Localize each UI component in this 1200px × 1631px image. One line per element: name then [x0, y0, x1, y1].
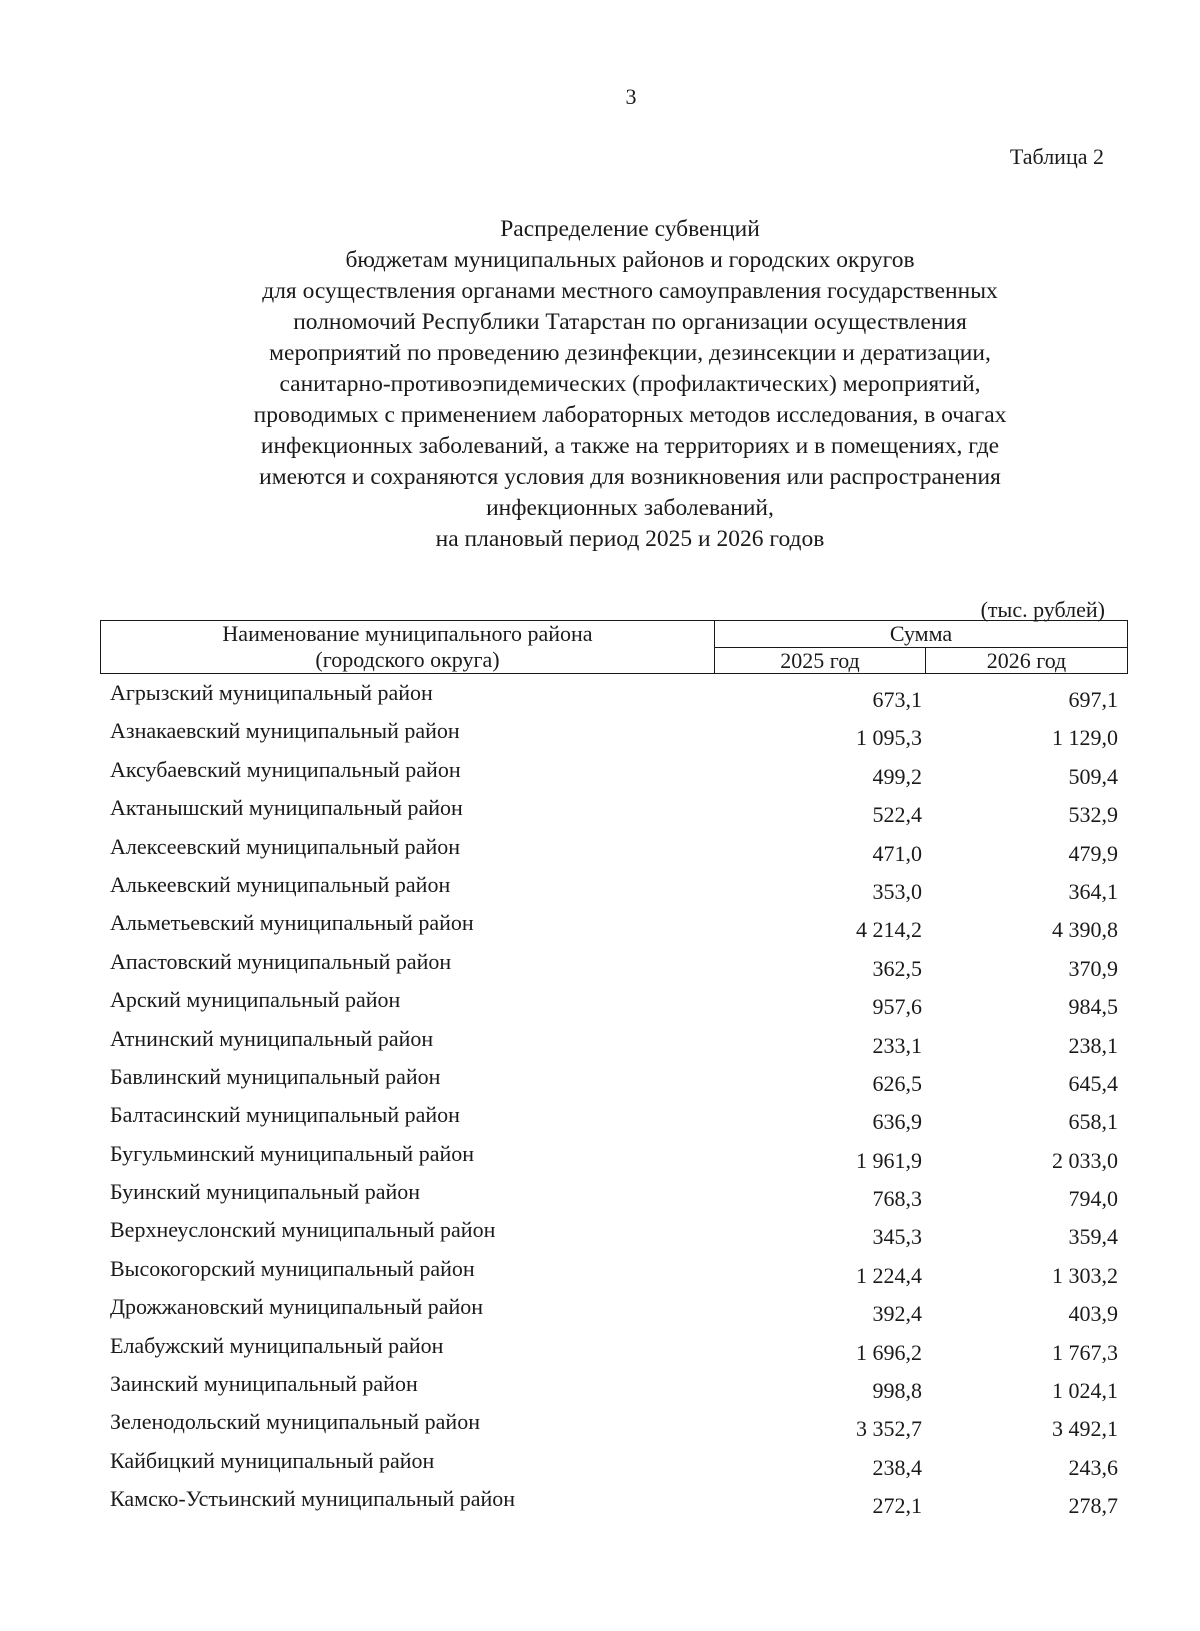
- district-name: Бавлинский муниципальный район: [110, 1063, 441, 1089]
- document-title: [130, 214, 1130, 555]
- amount-2026: 370,9: [1068, 955, 1118, 981]
- amount-2026: 243,6: [1068, 1454, 1118, 1480]
- title-line: полномочий Республики Татарстан по организации осуществления: [293, 309, 967, 335]
- district-name: Актанышский муниципальный район: [110, 795, 463, 821]
- table-row: [100, 1026, 1128, 1064]
- title-line: инфекционных заболеваний, а также на территориях и в помещениях, где: [260, 433, 1000, 459]
- title-line: Распределение субвенций: [500, 216, 760, 242]
- header-name-line: Наименование муниципального района: [222, 621, 593, 646]
- table-label: Таблица 2: [1009, 144, 1104, 169]
- amount-2025: 636,9: [872, 1109, 922, 1135]
- amount-2025: 1 224,4: [856, 1262, 922, 1288]
- table-row: [100, 718, 1128, 756]
- table-row: [100, 1217, 1128, 1255]
- amount-2026: 2 033,0: [1052, 1147, 1118, 1173]
- table-row: [100, 1333, 1128, 1371]
- table-row: [100, 1409, 1128, 1447]
- district-name: Альметьевский муниципальный район: [110, 910, 474, 936]
- title-line: имеются и сохраняются условия для возникновения или распространения: [259, 464, 1001, 490]
- header-name-cell: [101, 621, 715, 673]
- amount-2026: 403,9: [1068, 1301, 1118, 1327]
- amount-2026: 697,1: [1068, 687, 1118, 712]
- table-row: [100, 1064, 1128, 1102]
- district-name: Зеленодольский муниципальный район: [110, 1409, 480, 1435]
- district-name: Апастовский муниципальный район: [110, 948, 452, 974]
- header-year-2025: 2025 год: [715, 648, 926, 674]
- table-row: [100, 1141, 1128, 1179]
- amount-2025: 998,8: [872, 1378, 922, 1404]
- title-line: бюджетам муниципальных районов и городских округов: [345, 247, 915, 273]
- amount-2025: 362,5: [872, 955, 922, 981]
- amount-2026: 1 767,3: [1052, 1339, 1118, 1365]
- header-name-line: (городского округа): [315, 647, 500, 672]
- table-row: [100, 1294, 1128, 1332]
- district-name: Заинский муниципальный район: [110, 1371, 418, 1397]
- amount-2026: 364,1: [1068, 878, 1118, 904]
- district-name: Елабужский муниципальный район: [110, 1332, 444, 1358]
- amount-2025: 238,4: [872, 1454, 922, 1480]
- unit-label: (тыс. рублей): [980, 597, 1105, 622]
- amount-2026: 984,5: [1068, 994, 1118, 1020]
- district-name: Аксубаевский муниципальный район: [110, 756, 461, 782]
- table-row: [100, 949, 1128, 987]
- title-line: санитарно-противоэпидемических (профилактических) мероприятий,: [279, 371, 981, 397]
- amount-2025: 673,1: [872, 687, 922, 712]
- table-body: [100, 680, 1128, 1525]
- amount-2026: 532,9: [1068, 802, 1118, 828]
- amount-2026: 278,7: [1068, 1493, 1118, 1519]
- title-line: инфекционных заболеваний,: [486, 495, 774, 521]
- amount-2025: 345,3: [872, 1224, 922, 1250]
- amount-2026: 238,1: [1068, 1032, 1118, 1058]
- district-name: Арский муниципальный район: [110, 987, 401, 1013]
- header-year-2026: 2026 год: [986, 648, 1067, 673]
- table-row: [100, 1256, 1128, 1294]
- table-row: [100, 834, 1128, 872]
- district-name: Алексеевский муниципальный район: [110, 833, 460, 859]
- district-name: Балтасинский муниципальный район: [110, 1102, 460, 1128]
- amount-2025: 233,1: [872, 1032, 922, 1058]
- district-name: Агрызский муниципальный район: [110, 680, 433, 705]
- table-row: [100, 872, 1128, 910]
- amount-2026: 1 303,2: [1052, 1262, 1118, 1288]
- amount-2025: 3 352,7: [856, 1416, 922, 1442]
- amount-2026: 658,1: [1068, 1109, 1118, 1135]
- district-name: Верхнеуслонский муниципальный район: [110, 1217, 496, 1243]
- page-number: 3: [625, 84, 637, 109]
- amount-2026: 1 024,1: [1052, 1378, 1118, 1404]
- amount-2026: 359,4: [1068, 1224, 1118, 1250]
- header-sum-cell: Сумма: [715, 621, 1127, 648]
- amount-2026: 794,0: [1068, 1186, 1118, 1212]
- table-row: [100, 1371, 1128, 1409]
- district-name: Атнинский муниципальный район: [110, 1025, 434, 1051]
- table-row: [100, 1486, 1128, 1524]
- amount-2025: 353,0: [872, 878, 922, 904]
- amount-2026: 509,4: [1068, 763, 1118, 789]
- district-name: Кайбицкий муниципальный район: [110, 1447, 435, 1473]
- amount-2026: 1 129,0: [1052, 725, 1118, 751]
- amount-2025: 4 214,2: [856, 917, 922, 943]
- district-name: Азнакаевский муниципальный район: [110, 718, 460, 744]
- amount-2026: 3 492,1: [1052, 1416, 1118, 1442]
- district-name: Дрожжановский муниципальный район: [110, 1294, 484, 1320]
- title-line: мероприятий по проведению дезинфекции, дезинсекции и дератизации,: [269, 340, 991, 366]
- table-row: [100, 680, 1128, 718]
- title-line: для осуществления органами местного самоуправления государственных: [262, 278, 998, 304]
- table-row: [100, 1179, 1128, 1217]
- table-header: [100, 620, 1128, 674]
- table-row: [100, 1102, 1128, 1140]
- amount-2026: 4 390,8: [1052, 917, 1118, 943]
- table-row: [100, 757, 1128, 795]
- amount-2025: 471,0: [872, 840, 922, 866]
- table-row: [100, 795, 1128, 833]
- amount-2025: 499,2: [872, 763, 922, 789]
- amount-2025: 522,4: [872, 802, 922, 828]
- title-line: проводимых с применением лабораторных методов исследования, в очагах: [253, 402, 1007, 428]
- table-row: [100, 1448, 1128, 1486]
- amount-2025: 626,5: [872, 1070, 922, 1096]
- table-row: [100, 910, 1128, 948]
- amount-2025: 392,4: [872, 1301, 922, 1327]
- district-name: Камско-Устьинский муниципальный район: [110, 1486, 516, 1512]
- amount-2026: 645,4: [1068, 1070, 1118, 1096]
- district-name: Высокогорский муниципальный район: [110, 1255, 475, 1281]
- amount-2025: 768,3: [872, 1186, 922, 1212]
- district-name: Бугульминский муниципальный район: [110, 1140, 475, 1166]
- amount-2025: 1 095,3: [856, 725, 922, 751]
- amount-2025: 957,6: [872, 994, 922, 1020]
- amount-2025: 1 696,2: [856, 1339, 922, 1365]
- amount-2025: 272,1: [872, 1493, 922, 1519]
- title-line: на плановый период 2025 и 2026 годов: [435, 526, 825, 552]
- amount-2025: 1 961,9: [856, 1147, 922, 1173]
- district-name: Алькеевский муниципальный район: [110, 871, 451, 897]
- amount-2026: 479,9: [1068, 840, 1118, 866]
- table-row: [100, 987, 1128, 1025]
- district-name: Буинский муниципальный район: [110, 1179, 421, 1205]
